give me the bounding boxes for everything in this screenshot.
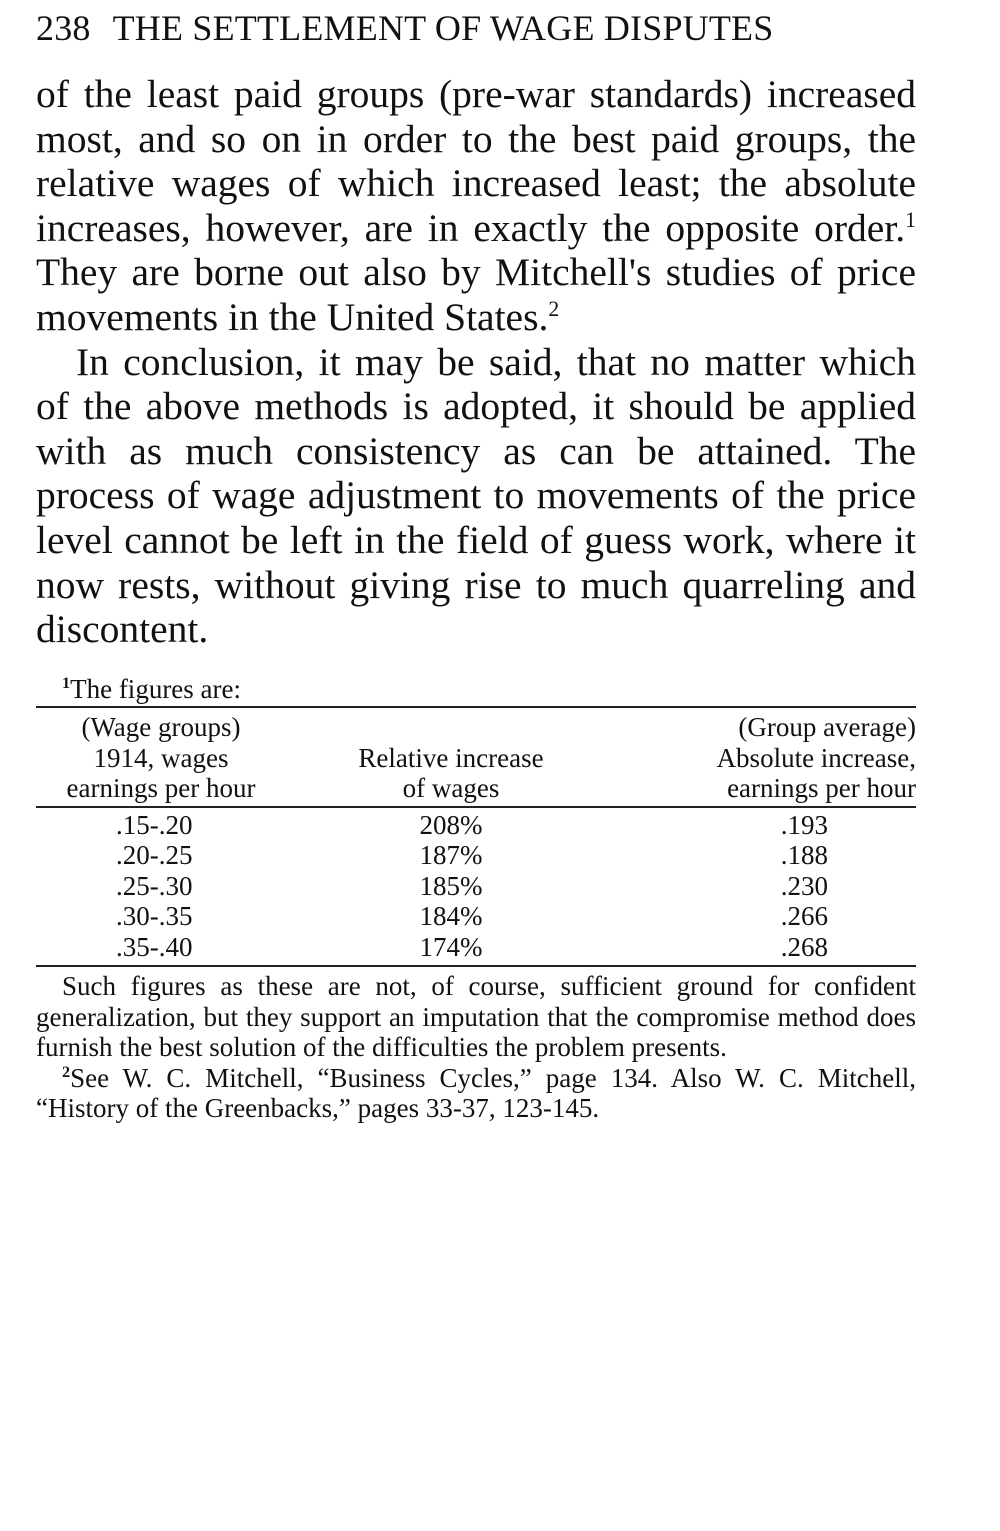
cell-wage-group: .25-.30 bbox=[116, 870, 193, 901]
table-header-row bbox=[36, 707, 916, 807]
main-text bbox=[36, 72, 916, 652]
header-line: 1914, wages bbox=[93, 742, 229, 773]
table-row bbox=[36, 840, 916, 871]
footnote-1-comment: Such figures as these are not, of course, sufficient ground for confident generalization, but they support an imputation that the compromise method does furnish the best solution of the difficulties the problem presents. bbox=[36, 971, 916, 1063]
figures-table bbox=[36, 706, 916, 967]
paragraph-1-text: of the least paid groups (pre-war standards) increased most, and so on in order to the best paid groups, the relative wages of which increased least; the absolute increases, however, are in exactly the opposite order. bbox=[36, 72, 916, 250]
paragraph-1-text-continued: They are borne out also by Mitchell's studies of price movements in the United States. bbox=[36, 250, 916, 339]
cell-wage-group: .20-.25 bbox=[116, 840, 193, 871]
header-line: Absolute increase, bbox=[716, 742, 916, 773]
header-line: earnings per hour bbox=[66, 773, 256, 804]
footnote-1-intro bbox=[62, 674, 916, 705]
table-row bbox=[36, 901, 916, 932]
footnote-ref-2: 2 bbox=[548, 296, 560, 321]
footnote-2 bbox=[36, 1063, 916, 1124]
cell-relative-increase: 174% bbox=[286, 932, 616, 967]
cell-absolute-increase: .230 bbox=[780, 870, 828, 901]
cell-relative-increase: 208% bbox=[419, 809, 483, 840]
cell-absolute-increase: .268 bbox=[616, 932, 916, 967]
footnote-2-marker: 2 bbox=[62, 1062, 71, 1081]
page-number: 238 bbox=[36, 8, 91, 48]
running-title: THE SETTLEMENT OF WAGE DISPUTES bbox=[112, 8, 774, 48]
footnote-ref-1: 1 bbox=[905, 207, 916, 232]
paragraph-1 bbox=[36, 72, 916, 340]
cell-relative-increase: 184% bbox=[419, 901, 483, 932]
footnotes bbox=[36, 674, 916, 1124]
footnote-2-text: See W. C. Mitchell, “Business Cycles,” page 134. Also W. C. Mitchell, “History of the Greenbacks,” pages 33-37, 123-145. bbox=[36, 1062, 916, 1124]
footnote-1-intro-text: The figures are: bbox=[70, 673, 242, 704]
paragraph-2: In conclusion, it may be said, that no matter which of the above methods is adopted, it should be applied with as much consistency as can be attained. The process of wage adjustment to movements of the price level cannot be left in the field of guess work, where it now rests, without giving rise to much quarreling and discontent. bbox=[36, 339, 916, 652]
cell-relative-increase: 185% bbox=[419, 870, 483, 901]
cell-relative-increase: 187% bbox=[419, 840, 483, 871]
header-line: Relative increase bbox=[358, 742, 544, 773]
header-absolute-increase bbox=[616, 707, 916, 807]
table-row bbox=[36, 807, 916, 841]
cell-wage-group: .15-.20 bbox=[116, 809, 193, 840]
header-wage-groups bbox=[36, 707, 286, 807]
running-header bbox=[36, 6, 916, 50]
cell-absolute-increase: .188 bbox=[780, 840, 828, 871]
cell-absolute-increase: .266 bbox=[780, 901, 828, 932]
header-line: (Group average) bbox=[738, 712, 916, 743]
cell-absolute-increase: .193 bbox=[780, 809, 828, 840]
header-line: of wages bbox=[402, 773, 500, 804]
book-page bbox=[36, 6, 916, 1124]
table-row bbox=[36, 871, 916, 902]
header-line: (Wage groups) bbox=[81, 712, 241, 743]
cell-wage-group: .35-.40 bbox=[36, 932, 286, 967]
cell-wage-group: .30-.35 bbox=[116, 901, 193, 932]
footnote-1-marker: 1 bbox=[62, 673, 71, 692]
header-line: earnings per hour bbox=[727, 773, 916, 804]
table-row bbox=[36, 932, 916, 967]
header-relative-increase bbox=[286, 707, 616, 807]
